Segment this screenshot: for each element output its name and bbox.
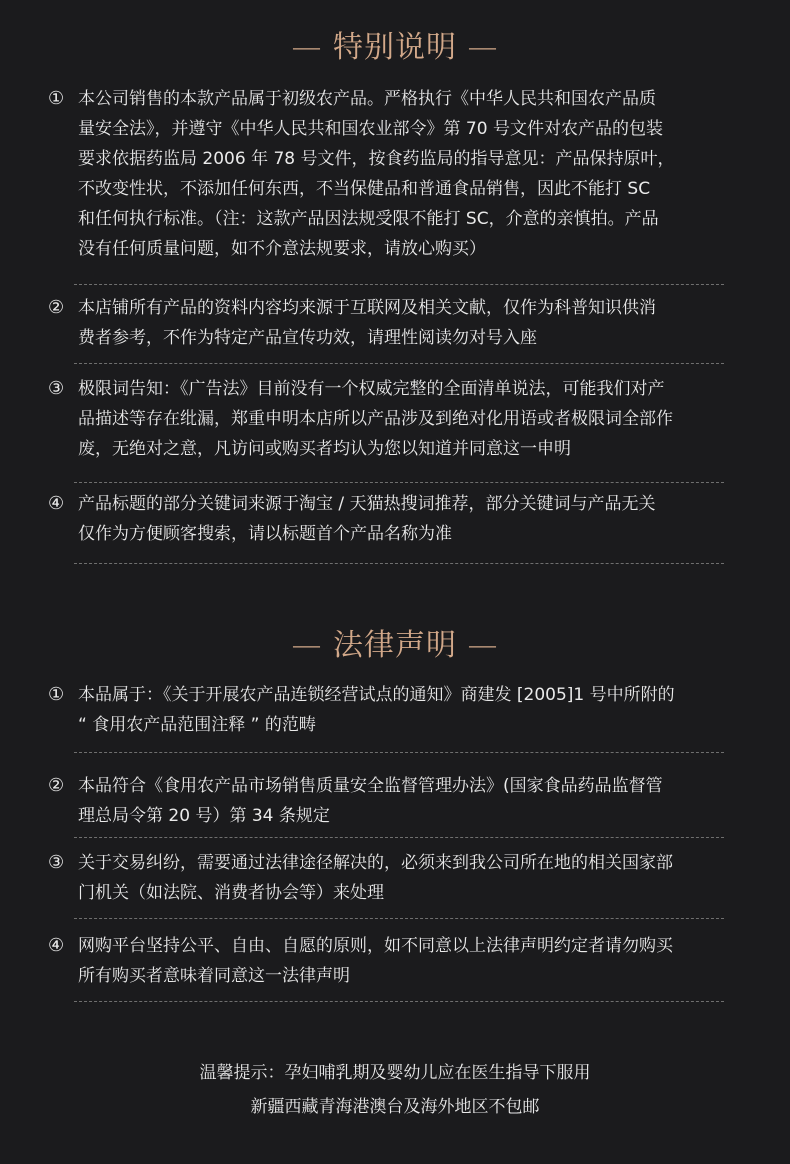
divider [74,363,724,364]
item-number: ② [48,775,65,796]
divider [74,284,724,285]
special-item-3 [48,374,738,464]
special-notice-list [48,84,738,564]
divider [74,563,724,564]
divider [74,837,724,838]
item-text: 网购平台坚持公平、自由、自愿的原则，如不同意以上法律声明约定者请勿购买 所有购买者意味着同意这一法律声明 [78,936,673,986]
item-text: 产品标题的部分关键词来源于淘宝 / 天猫热搜词推荐，部分关键词与产品无关 仅作为方便顾客搜索，请以标题首个产品名称为准 [78,494,656,544]
item-number: ④ [48,935,65,956]
divider [74,752,724,753]
footer-notice [0,1058,790,1122]
legal-item-4 [48,931,738,991]
special-item-1 [48,84,738,264]
item-text: 本品符合《食用农产品市场销售质量安全监督管理办法》(国家食品药品监督管 理总局令第 20 号）第 34 条规定 [78,776,663,826]
special-notice-title-text: 特别说明 [333,30,457,65]
item-number: ③ [48,852,65,873]
footer-tip-line: 温馨提示：孕妇哺乳期及婴幼儿应在医生指导下服用 [199,1063,591,1083]
item-text: 极限词告知：《广告法》目前没有一个权威完整的全面清单说法，可能我们对产 品描述等存在纰漏，郑重申明本店所以产品涉及到绝对化用语或者极限词全部作 废，无绝对之意，凡访问或购买者均认为您以知道并同意这一申明 [78,379,673,459]
legal-statement-title: — 法律声明 — [291,628,499,663]
special-item-2 [48,293,738,353]
divider [74,918,724,919]
item-text: 关于交易纠纷，需要通过法律途径解决的，必须来到我公司所在地的相关国家部 门机关（如法院、消费者协会等）来处理 [78,853,673,903]
item-text: 本公司销售的本款产品属于初级农产品。严格执行《中华人民共和国农产品质 量安全法》，并遵守《中华人民共和国农业部令》第 70 号文件对农产品的包装 要求依据药监局 2006 年 78 号文件，按食药监局的指导意见：产品保持原叶， 不改变性状，不添加任何东西，不当保健品和普通食品销售，因此不能打 SC 和任何执行标准。（注：这款产品因法规受限不能打 SC，介意的亲慎拍。产品 没有任何质量问题，如不介意法规要求，请放心购买） [78,89,675,259]
item-number: ④ [48,493,65,514]
legal-statement-title-text: 法律声明 [333,628,457,663]
special-notice-title: — 特别说明 — [291,30,499,65]
legal-item-3 [48,848,738,908]
legal-item-1 [48,680,738,740]
item-text: 本店铺所有产品的资料内容均来源于互联网及相关文献，仅作为科普知识供消 费者参考，不作为特定产品宣传功效，请理性阅读勿对号入座 [78,298,656,348]
divider [74,1001,724,1002]
footer-shipping-line: 新疆西藏青海港澳台及海外地区不包邮 [250,1097,540,1117]
item-text: 本品属于：《关于开展农产品连锁经营试点的通知》商建发 [2005]1 号中所附的 “ 食用农产品范围注释 ” 的范畴 [78,685,675,735]
item-number: ② [48,297,65,318]
special-item-4 [48,489,738,549]
item-number: ① [48,684,65,705]
item-number: ① [48,88,65,109]
legal-item-2 [48,771,738,831]
item-number: ③ [48,378,65,399]
divider [74,482,724,483]
legal-statement-list [48,680,738,1002]
